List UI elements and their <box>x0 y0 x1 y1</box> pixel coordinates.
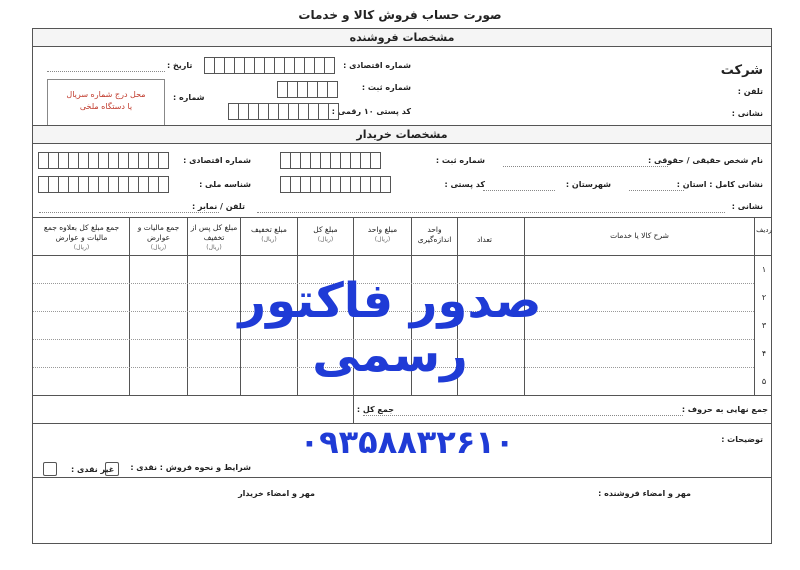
col-divider <box>754 217 755 395</box>
buyer-city-label: شهرستان : <box>565 180 611 189</box>
col-header-tax <box>130 223 187 253</box>
col-header-unit-title: واحد اندازه‌گیری <box>417 225 452 244</box>
seller-company-label: شرکت <box>720 63 763 78</box>
row-number: ۴ <box>761 349 767 358</box>
serial-stamp-box <box>47 79 165 129</box>
city-line[interactable] <box>483 190 555 191</box>
row-number: ۵ <box>761 377 767 386</box>
notes-bottom <box>33 477 771 478</box>
serial-note-line2: یا دستگاه ملخی <box>79 102 133 111</box>
buyer-postal-code-boxes[interactable] <box>281 176 391 193</box>
row-number: ۱ <box>761 265 767 274</box>
col-header-after-discount <box>188 223 240 253</box>
col-header-discount-unit: (ریال) <box>261 236 277 243</box>
table-top-border <box>33 217 771 218</box>
buyer-registration-boxes[interactable] <box>281 152 381 169</box>
buyer-full-address-label: نشانی کامل : استان : <box>676 180 763 189</box>
col-header-tax-unit: (ریال) <box>150 244 167 251</box>
col-header-discount-title: مبلغ تخفیف <box>251 225 287 234</box>
province-line[interactable] <box>629 190 684 191</box>
col-header-after-discount-title: مبلغ کل پس از تخفیف <box>190 223 238 242</box>
buyer-phone-fax-line[interactable] <box>39 212 219 213</box>
buyer-postal-code-label: کد پستی : <box>444 180 485 189</box>
seller-registration-boxes[interactable] <box>278 81 338 98</box>
grand-total-label: جمع کل : <box>356 405 394 414</box>
col-header-row-title: ردیف <box>756 226 772 234</box>
col-header-total <box>298 225 353 245</box>
seller-economic-code-boxes[interactable] <box>205 57 335 74</box>
buyer-economic-code-label: شماره اقتصادی : <box>183 156 251 165</box>
buyer-section-title: مشخصات خریدار <box>33 125 771 144</box>
sale-terms-label: شرایط و نحوه فروش : نقدی : <box>130 463 251 472</box>
notes-label: توضیحات : <box>721 435 763 444</box>
seller-registration-label: شماره ثبت : <box>361 83 411 92</box>
seller-address-label: نشانی : <box>731 109 763 118</box>
seller-postal-code-label: کد پستی ۱۰ رقمی : <box>331 107 411 116</box>
col-header-discount <box>241 225 297 245</box>
col-header-after-discount-unit: (ریال) <box>206 244 222 251</box>
col-header-grand-total-unit: (ریال) <box>73 244 90 251</box>
buyer-address-label: نشانی : <box>731 202 763 211</box>
watermark-line2: رسمی <box>312 327 468 383</box>
col-header-description-title: شرح کالا یا خدمات <box>610 231 669 240</box>
watermark-phone: ۰۹۳۵۸۸۳۲۶۱۰ <box>299 423 515 461</box>
document-title: صورت حساب فروش کالا و خدمات <box>298 8 502 22</box>
serial-note-line1: محل درج شماره سریال <box>66 90 146 99</box>
seller-postal-code-boxes[interactable] <box>229 103 339 120</box>
buyer-national-id-boxes[interactable] <box>39 176 169 193</box>
col-header-tax-title: جمع مالیات و عوارض <box>137 223 180 242</box>
seller-economic-code-label: شماره اقتصادی : <box>343 61 411 70</box>
col-header-unit <box>412 225 457 245</box>
table-rows-bottom <box>33 395 771 396</box>
seller-signature-label: مهر و امضاء فروشنده : <box>598 489 691 498</box>
col-header-row <box>755 225 773 235</box>
buyer-name-label: نام شخص حقیقی / حقوقی : <box>648 156 763 165</box>
buyer-economic-code-boxes[interactable] <box>39 152 169 169</box>
col-header-unit-price-title: مبلغ واحد <box>367 225 398 234</box>
date-line[interactable] <box>47 71 165 72</box>
col-header-quantity <box>458 235 511 245</box>
buyer-address-line[interactable] <box>257 212 725 213</box>
col-header-description <box>525 231 754 241</box>
buyer-signature-label: مهر و امضاء خریدار <box>238 489 315 498</box>
seller-phone-label: تلفن : <box>737 87 763 96</box>
col-header-grand-total <box>34 223 129 253</box>
seller-number-label: شماره : <box>173 93 205 102</box>
total-in-words-label: جمع نهایی به حروف : <box>681 405 768 414</box>
watermark-line1: صدور فاکتور <box>238 273 542 329</box>
non-cash-label: غیر نقدی : <box>71 465 115 474</box>
col-header-total-title: مبلغ کل <box>313 225 338 234</box>
buyer-name-line[interactable] <box>503 166 668 167</box>
non-cash-checkbox[interactable] <box>43 462 57 476</box>
buyer-national-id-label: شناسه ملی : <box>199 180 251 189</box>
row-number: ۲ <box>761 293 767 302</box>
seller-section-title: مشخصات فروشنده <box>33 28 771 47</box>
col-header-quantity-title: تعداد <box>476 235 493 244</box>
table-header-bottom <box>33 255 771 256</box>
total-in-words-line[interactable] <box>363 415 683 416</box>
row-number: ۳ <box>761 321 767 330</box>
buyer-phone-fax-label: تلفن / نمابر : <box>191 202 245 211</box>
col-header-total-unit: (ریال) <box>317 236 334 243</box>
col-header-unit-price <box>354 225 411 245</box>
buyer-registration-label: شماره ثبت : <box>435 156 485 165</box>
seller-date-label: تاریخ : <box>167 61 193 70</box>
col-header-grand-total-title: جمع مبلغ کل بعلاوه جمع مالیات و عوارض <box>43 223 120 242</box>
col-header-unit-price-unit: (ریال) <box>374 236 391 243</box>
